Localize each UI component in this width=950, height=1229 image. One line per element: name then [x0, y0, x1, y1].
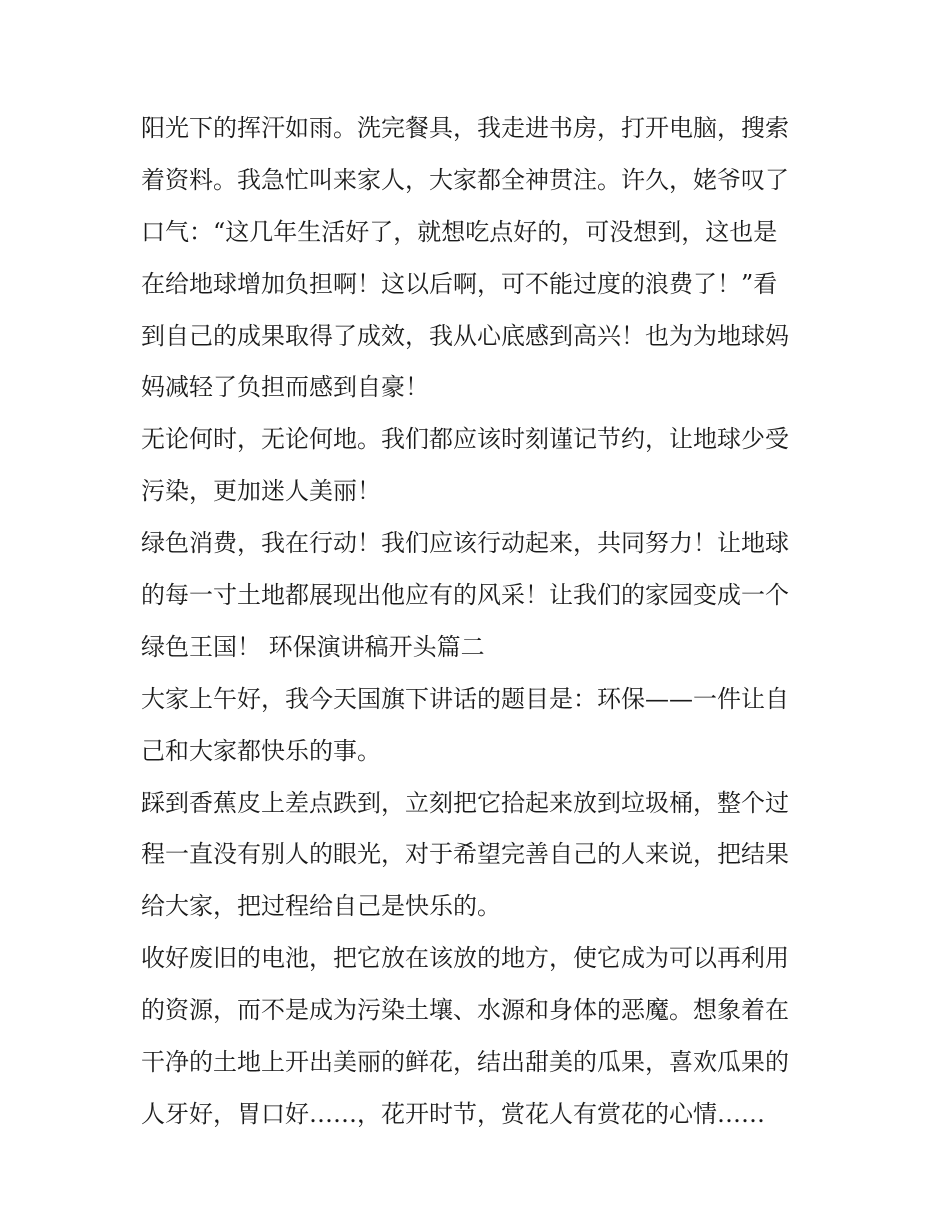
text-line: 踩到香蕉皮上差点跌到，立刻把它拾起来放到垃圾桶，整个过 — [141, 788, 789, 817]
paragraph-3 — [141, 518, 821, 674]
document-body — [141, 103, 821, 1141]
text-line: 绿色王国！ 环保演讲稿开头篇二 — [141, 632, 485, 661]
text-line: 阳光下的挥汗如雨。洗完餐具，我走进书房，打开电脑，搜索 — [141, 114, 789, 142]
text-line: 着资料。我急忙叫来家人，大家都全神贯注。许久，姥爷叹了 — [141, 165, 789, 194]
text-line: 污染，更加迷人美丽！ — [141, 477, 381, 506]
text-line: 收好废旧的电池，把它放在该放的地方，使它成为可以再利用 — [141, 944, 789, 973]
text-line: 绿色消费，我在行动！我们应该行动起来，共同努力！让地球 — [141, 529, 789, 558]
text-line: 到自己的成果取得了成效，我从心底感到高兴！也为为地球妈 — [141, 321, 789, 350]
paragraph-1 — [141, 103, 821, 414]
paragraph-5 — [141, 778, 821, 934]
text-line: 的每一寸土地都展现出他应有的风采！让我们的家园变成一个 — [141, 581, 789, 610]
text-line: 人牙好，胃口好……，花开时节，赏花人有赏花的心情…… — [141, 1099, 765, 1128]
text-line: 己和大家都快乐的事。 — [141, 736, 381, 765]
text-line: 在给地球增加负担啊！这以后啊，可不能过度的浪费了！”看 — [141, 269, 778, 298]
text-line: 无论何时，无论何地。我们都应该时刻谨记节约，让地球少受 — [141, 425, 789, 454]
paragraph-4 — [141, 674, 821, 778]
text-line: 口气：“这几年生活好了，就想吃点好的，可没想到，这也是 — [141, 217, 778, 246]
paragraph-6 — [141, 933, 821, 1141]
text-line: 妈减轻了负担而感到自豪！ — [141, 373, 429, 402]
paragraph-2 — [141, 414, 821, 518]
text-line: 大家上午好，我今天国旗下讲话的题目是：环保——一件让自 — [141, 684, 789, 713]
text-line: 程一直没有别人的眼光，对于希望完善自己的人来说，把结果 — [141, 840, 789, 869]
text-line: 给大家，把过程给自己是快乐的。 — [141, 892, 501, 921]
text-line: 的资源，而不是成为污染土壤、水源和身体的恶魔。想象着在 — [141, 996, 789, 1025]
text-line: 干净的土地上开出美丽的鲜花，结出甜美的瓜果，喜欢瓜果的 — [141, 1048, 789, 1077]
